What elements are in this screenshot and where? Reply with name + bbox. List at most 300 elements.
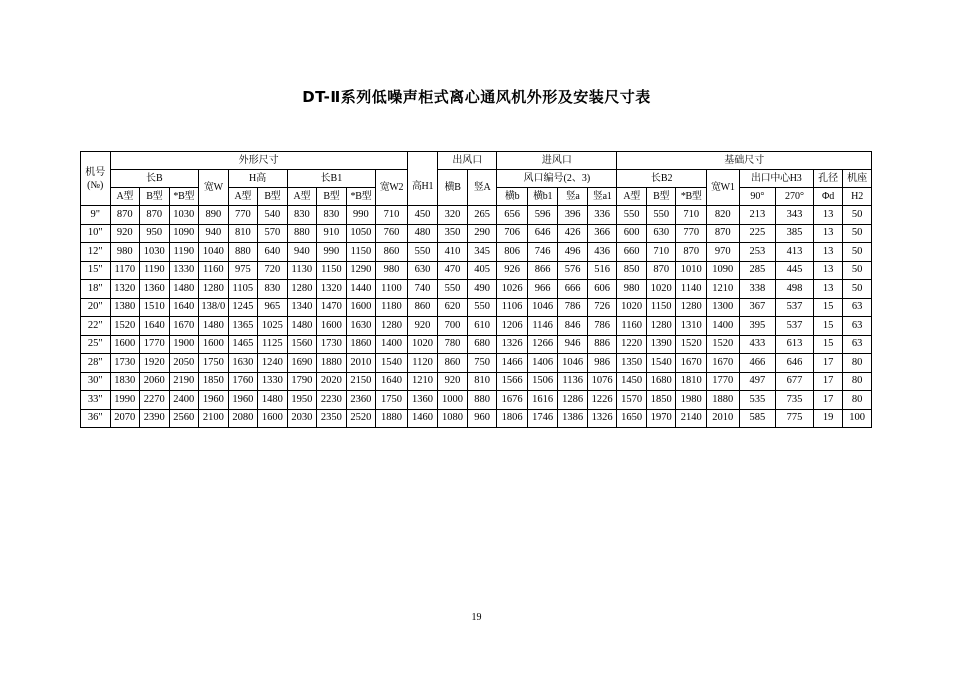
table-cell: 986 xyxy=(587,354,617,373)
table-cell: 880 xyxy=(228,243,258,262)
table-cell: 1026 xyxy=(497,280,528,299)
table-cell: 610 xyxy=(467,317,497,336)
table-cell: 870 xyxy=(140,206,170,225)
table-cell: 1570 xyxy=(617,391,647,410)
machine-no-cell: 30" xyxy=(81,372,111,391)
table-cell: 1380 xyxy=(110,298,140,317)
table-cell: 290 xyxy=(467,224,497,243)
table-cell: 850 xyxy=(617,261,647,280)
header-90-deg: 90° xyxy=(739,188,776,206)
table-cell: 1466 xyxy=(497,354,528,373)
table-cell: 2050 xyxy=(169,354,199,373)
table-cell: 80 xyxy=(843,391,872,410)
table-cell: 1386 xyxy=(558,409,588,428)
table-row xyxy=(81,298,872,317)
table-cell: 1330 xyxy=(258,372,288,391)
page-number: 19 xyxy=(471,612,482,623)
table-cell: 385 xyxy=(776,224,814,243)
table-cell: 1400 xyxy=(376,335,408,354)
table-cell: 2190 xyxy=(169,372,199,391)
table-cell: 1280 xyxy=(199,280,229,299)
machine-no-cell: 12" xyxy=(81,243,111,262)
table-cell: 1360 xyxy=(407,391,438,410)
header-b-type-b: B型 xyxy=(140,188,170,206)
machine-no-cell: 25" xyxy=(81,335,111,354)
table-cell: 1365 xyxy=(228,317,258,336)
header-width-w1: 宽W1 xyxy=(706,170,739,206)
table-cell: 1770 xyxy=(706,372,739,391)
table-cell: 630 xyxy=(407,261,438,280)
header-outlet: 出风口 xyxy=(438,152,497,170)
header-len-b2: 长B2 xyxy=(617,170,707,188)
table-cell: 810 xyxy=(467,372,497,391)
table-cell: 1290 xyxy=(346,261,376,280)
table-cell: 17 xyxy=(813,391,843,410)
header-270-deg: 270° xyxy=(776,188,814,206)
table-cell: 1050 xyxy=(346,224,376,243)
table-cell: 1450 xyxy=(617,372,647,391)
header-horiz-b-in: 横b xyxy=(497,188,528,206)
table-cell: 1670 xyxy=(169,317,199,336)
header-b1-type-a: A型 xyxy=(287,188,317,206)
table-cell: 680 xyxy=(467,335,497,354)
header-b-type-star-b: *B型 xyxy=(169,188,199,206)
table-row xyxy=(81,391,872,410)
table-cell: 1950 xyxy=(287,391,317,410)
table-cell: 2560 xyxy=(169,409,199,428)
header-phi-d: Φd xyxy=(813,188,843,206)
table-cell: 1105 xyxy=(228,280,258,299)
table-cell: 775 xyxy=(776,409,814,428)
table-cell: 537 xyxy=(776,317,814,336)
table-cell: 550 xyxy=(467,298,497,317)
table-cell: 63 xyxy=(843,298,872,317)
table-cell: 1080 xyxy=(438,409,468,428)
table-row xyxy=(81,224,872,243)
table-cell: 1480 xyxy=(199,317,229,336)
table-cell: 15 xyxy=(813,335,843,354)
table-cell: 920 xyxy=(438,372,468,391)
table-cell: 1190 xyxy=(169,243,199,262)
table-cell: 550 xyxy=(407,243,438,262)
table-cell: 666 xyxy=(558,280,588,299)
table-cell: 1520 xyxy=(706,335,739,354)
header-b1-type-star-b: *B型 xyxy=(346,188,376,206)
table-cell: 1960 xyxy=(228,391,258,410)
table-cell: 980 xyxy=(376,261,408,280)
table-cell: 750 xyxy=(467,354,497,373)
table-cell: 806 xyxy=(497,243,528,262)
table-cell: 480 xyxy=(407,224,438,243)
table-cell: 1920 xyxy=(140,354,170,373)
table-cell: 15 xyxy=(813,317,843,336)
table-cell: 1750 xyxy=(199,354,229,373)
header-b2-type-star-b: *B型 xyxy=(676,188,707,206)
table-cell: 1600 xyxy=(317,317,347,336)
table-cell: 1330 xyxy=(169,261,199,280)
table-cell: 367 xyxy=(739,298,776,317)
table-cell: 746 xyxy=(527,243,558,262)
table-cell: 1136 xyxy=(558,372,588,391)
table-cell: 1746 xyxy=(527,409,558,428)
machine-no-cell: 18" xyxy=(81,280,111,299)
header-width-w2: 宽W2 xyxy=(376,170,408,206)
table-cell: 1480 xyxy=(258,391,288,410)
table-cell: 63 xyxy=(843,335,872,354)
table-cell: 656 xyxy=(497,206,528,225)
table-cell: 1630 xyxy=(346,317,376,336)
table-cell: 395 xyxy=(739,317,776,336)
table-cell: 1400 xyxy=(706,317,739,336)
table-cell: 80 xyxy=(843,354,872,373)
table-row xyxy=(81,317,872,336)
table-cell: 2360 xyxy=(346,391,376,410)
table-cell: 1000 xyxy=(438,391,468,410)
header-height-h1: 高H1 xyxy=(407,170,438,206)
table-cell: 1880 xyxy=(376,409,408,428)
table-cell: 980 xyxy=(617,280,647,299)
table-cell: 17 xyxy=(813,372,843,391)
machine-no-cell: 33" xyxy=(81,391,111,410)
table-cell: 1900 xyxy=(169,335,199,354)
table-cell: 1206 xyxy=(497,317,528,336)
table-cell: 2010 xyxy=(706,409,739,428)
table-cell: 1670 xyxy=(676,354,707,373)
table-cell: 735 xyxy=(776,391,814,410)
table-cell: 646 xyxy=(776,354,814,373)
table-cell: 966 xyxy=(527,280,558,299)
table-cell: 1810 xyxy=(676,372,707,391)
table-row xyxy=(81,409,872,428)
table-cell: 2390 xyxy=(140,409,170,428)
table-cell: 770 xyxy=(676,224,707,243)
table-row xyxy=(81,354,872,373)
table-cell: 870 xyxy=(110,206,140,225)
table-cell: 1010 xyxy=(676,261,707,280)
table-cell: 1480 xyxy=(287,317,317,336)
table-cell: 445 xyxy=(776,261,814,280)
table-cell: 13 xyxy=(813,243,843,262)
table-cell: 1090 xyxy=(169,224,199,243)
table-cell: 1600 xyxy=(199,335,229,354)
table-cell: 1150 xyxy=(646,298,676,317)
table-cell: 1326 xyxy=(497,335,528,354)
table-cell: 920 xyxy=(110,224,140,243)
table-cell: 860 xyxy=(376,243,408,262)
table-cell: 740 xyxy=(407,280,438,299)
table-cell: 830 xyxy=(287,206,317,225)
header-inlet-code: 风口编号(2、3) xyxy=(497,170,617,188)
table-cell: 1806 xyxy=(497,409,528,428)
table-cell: 1770 xyxy=(140,335,170,354)
table-cell: 1106 xyxy=(497,298,528,317)
table-cell: 1020 xyxy=(646,280,676,299)
table-cell: 490 xyxy=(467,280,497,299)
table-cell: 1850 xyxy=(199,372,229,391)
table-cell: 366 xyxy=(587,224,617,243)
table-cell: 433 xyxy=(739,335,776,354)
table-cell: 100 xyxy=(843,409,872,428)
table-cell: 613 xyxy=(776,335,814,354)
table-cell: 336 xyxy=(587,206,617,225)
table-cell: 1630 xyxy=(228,354,258,373)
table-cell: 1350 xyxy=(617,354,647,373)
table-cell: 1280 xyxy=(376,317,408,336)
table-cell: 600 xyxy=(617,224,647,243)
table-row xyxy=(81,280,872,299)
table-cell: 990 xyxy=(317,243,347,262)
table-cell: 1150 xyxy=(346,243,376,262)
table-cell: 345 xyxy=(467,243,497,262)
table-cell: 496 xyxy=(558,243,588,262)
table-cell: 2100 xyxy=(199,409,229,428)
table-cell: 1730 xyxy=(110,354,140,373)
table-cell: 1266 xyxy=(527,335,558,354)
table-cell: 50 xyxy=(843,206,872,225)
table-cell: 1360 xyxy=(140,280,170,299)
header-row-1 xyxy=(81,152,872,170)
table-cell: 1220 xyxy=(617,335,647,354)
table-cell: 1970 xyxy=(646,409,676,428)
table-cell: 860 xyxy=(407,298,438,317)
table-cell: 2520 xyxy=(346,409,376,428)
table-cell: 1310 xyxy=(676,317,707,336)
table-cell: 265 xyxy=(467,206,497,225)
table-cell: 880 xyxy=(287,224,317,243)
table-cell: 2270 xyxy=(140,391,170,410)
header-b-type-a: A型 xyxy=(110,188,140,206)
header-vert-a: 竖A xyxy=(467,170,497,206)
table-cell: 1520 xyxy=(676,335,707,354)
table-cell: 426 xyxy=(558,224,588,243)
table-cell: 2150 xyxy=(346,372,376,391)
table-cell: 2070 xyxy=(110,409,140,428)
machine-no-cell: 28" xyxy=(81,354,111,373)
table-cell: 2080 xyxy=(228,409,258,428)
table-cell: 1676 xyxy=(497,391,528,410)
table-cell: 726 xyxy=(587,298,617,317)
header-base-h2: 机座 xyxy=(843,170,872,188)
table-cell: 285 xyxy=(739,261,776,280)
table-cell: 1240 xyxy=(258,354,288,373)
table-cell: 1025 xyxy=(258,317,288,336)
table-cell: 990 xyxy=(346,206,376,225)
table-cell: 550 xyxy=(438,280,468,299)
table-cell: 1140 xyxy=(676,280,707,299)
table-cell: 1226 xyxy=(587,391,617,410)
table-cell: 970 xyxy=(706,243,739,262)
header-len-b: 长B xyxy=(110,170,199,188)
table-cell: 253 xyxy=(739,243,776,262)
table-cell: 1506 xyxy=(527,372,558,391)
table-cell: 1990 xyxy=(110,391,140,410)
header-hole-dia: 孔径 xyxy=(813,170,843,188)
table-cell: 630 xyxy=(646,224,676,243)
table-cell: 1120 xyxy=(407,354,438,373)
table-cell: 1406 xyxy=(527,354,558,373)
table-cell: 926 xyxy=(497,261,528,280)
table-cell: 940 xyxy=(287,243,317,262)
dimension-table xyxy=(80,151,872,428)
table-cell: 810 xyxy=(228,224,258,243)
table-cell: 1566 xyxy=(497,372,528,391)
table-cell: 660 xyxy=(617,243,647,262)
table-cell: 1020 xyxy=(617,298,647,317)
table-cell: 1880 xyxy=(317,354,347,373)
table-cell: 720 xyxy=(258,261,288,280)
table-cell: 870 xyxy=(646,261,676,280)
header-row-2 xyxy=(81,170,872,188)
table-row xyxy=(81,335,872,354)
table-cell: 535 xyxy=(739,391,776,410)
table-cell: 1600 xyxy=(258,409,288,428)
table-cell: 1030 xyxy=(169,206,199,225)
header-foundation: 基础尺寸 xyxy=(617,152,872,170)
table-cell: 1650 xyxy=(617,409,647,428)
table-cell: 1210 xyxy=(407,372,438,391)
table-cell: 606 xyxy=(587,280,617,299)
table-cell: 1320 xyxy=(317,280,347,299)
table-cell: 1440 xyxy=(346,280,376,299)
table-cell: 1170 xyxy=(110,261,140,280)
table-cell: 706 xyxy=(497,224,528,243)
table-cell: 646 xyxy=(527,224,558,243)
table-cell: 1040 xyxy=(199,243,229,262)
table-cell: 1390 xyxy=(646,335,676,354)
table-cell: 965 xyxy=(258,298,288,317)
table-cell: 1326 xyxy=(587,409,617,428)
table-cell: 80 xyxy=(843,372,872,391)
header-machine-no: 机号(№) xyxy=(81,152,111,206)
table-cell: 820 xyxy=(706,206,739,225)
table-cell: 2230 xyxy=(317,391,347,410)
machine-no-cell: 36" xyxy=(81,409,111,428)
table-cell: 1980 xyxy=(676,391,707,410)
table-cell: 1520 xyxy=(110,317,140,336)
table-cell: 1100 xyxy=(376,280,408,299)
table-cell: 570 xyxy=(258,224,288,243)
table-cell: 1510 xyxy=(140,298,170,317)
table-cell: 498 xyxy=(776,280,814,299)
table-cell: 830 xyxy=(258,280,288,299)
table-cell: 13 xyxy=(813,224,843,243)
header-width-w: 宽W xyxy=(199,170,229,206)
table-cell: 50 xyxy=(843,243,872,262)
table-cell: 1125 xyxy=(258,335,288,354)
header-h2: H2 xyxy=(843,188,872,206)
table-cell: 213 xyxy=(739,206,776,225)
table-cell: 677 xyxy=(776,372,814,391)
table-cell: 497 xyxy=(739,372,776,391)
table-cell: 1190 xyxy=(140,261,170,280)
table-cell: 466 xyxy=(739,354,776,373)
table-cell: 13 xyxy=(813,280,843,299)
table-cell: 1280 xyxy=(676,298,707,317)
table-cell: 1046 xyxy=(527,298,558,317)
table-cell: 1600 xyxy=(346,298,376,317)
table-cell: 436 xyxy=(587,243,617,262)
table-cell: 50 xyxy=(843,261,872,280)
table-cell: 1245 xyxy=(228,298,258,317)
table-cell: 786 xyxy=(558,298,588,317)
header-outline: 外形尺寸 xyxy=(110,152,407,170)
table-cell: 343 xyxy=(776,206,814,225)
table-cell: 1130 xyxy=(287,261,317,280)
table-cell: 2020 xyxy=(317,372,347,391)
table-cell: 710 xyxy=(676,206,707,225)
machine-no-cell: 9" xyxy=(81,206,111,225)
table-cell: 2010 xyxy=(346,354,376,373)
header-b2-type-b: B型 xyxy=(646,188,676,206)
table-cell: 1560 xyxy=(287,335,317,354)
table-cell: 2350 xyxy=(317,409,347,428)
header-outlet-center-h3: 出口中心H3 xyxy=(739,170,813,188)
table-cell: 1280 xyxy=(287,280,317,299)
table-cell: 620 xyxy=(438,298,468,317)
table-cell: 13 xyxy=(813,261,843,280)
table-cell: 946 xyxy=(558,335,588,354)
table-cell: 700 xyxy=(438,317,468,336)
table-cell: 920 xyxy=(407,317,438,336)
table-cell: 1790 xyxy=(287,372,317,391)
table-cell: 1160 xyxy=(617,317,647,336)
machine-no-cell: 22" xyxy=(81,317,111,336)
table-cell: 338 xyxy=(739,280,776,299)
table-cell: 760 xyxy=(376,224,408,243)
table-cell: 880 xyxy=(467,391,497,410)
table-cell: 396 xyxy=(558,206,588,225)
table-cell: 537 xyxy=(776,298,814,317)
table-cell: 1150 xyxy=(317,261,347,280)
table-cell: 1280 xyxy=(646,317,676,336)
table-cell: 866 xyxy=(527,261,558,280)
table-cell: 413 xyxy=(776,243,814,262)
table-cell: 1160 xyxy=(199,261,229,280)
table-cell: 780 xyxy=(438,335,468,354)
table-cell: 910 xyxy=(317,224,347,243)
table-cell: 138/0 xyxy=(199,298,229,317)
header-h-type-a: A型 xyxy=(228,188,258,206)
table-cell: 1460 xyxy=(407,409,438,428)
table-cell: 585 xyxy=(739,409,776,428)
table-cell: 1640 xyxy=(140,317,170,336)
header-vert-a-in: 竖a xyxy=(558,188,588,206)
table-cell: 576 xyxy=(558,261,588,280)
table-cell: 2030 xyxy=(287,409,317,428)
table-cell: 1210 xyxy=(706,280,739,299)
table-cell: 550 xyxy=(646,206,676,225)
header-horiz-b1: 横b1 xyxy=(527,188,558,206)
table-cell: 1860 xyxy=(346,335,376,354)
machine-no-cell: 10" xyxy=(81,224,111,243)
table-cell: 596 xyxy=(527,206,558,225)
table-cell: 2140 xyxy=(676,409,707,428)
machine-no-cell: 15" xyxy=(81,261,111,280)
table-cell: 940 xyxy=(199,224,229,243)
header-b1-type-b: B型 xyxy=(317,188,347,206)
table-cell: 1180 xyxy=(376,298,408,317)
table-cell: 890 xyxy=(199,206,229,225)
table-cell: 1600 xyxy=(110,335,140,354)
table-cell: 1880 xyxy=(706,391,739,410)
table-cell: 550 xyxy=(617,206,647,225)
table-cell: 886 xyxy=(587,335,617,354)
table-cell: 1340 xyxy=(287,298,317,317)
table-cell: 860 xyxy=(438,354,468,373)
header-blank-h1 xyxy=(407,152,438,170)
header-inlet: 进风口 xyxy=(497,152,617,170)
table-cell: 1850 xyxy=(646,391,676,410)
